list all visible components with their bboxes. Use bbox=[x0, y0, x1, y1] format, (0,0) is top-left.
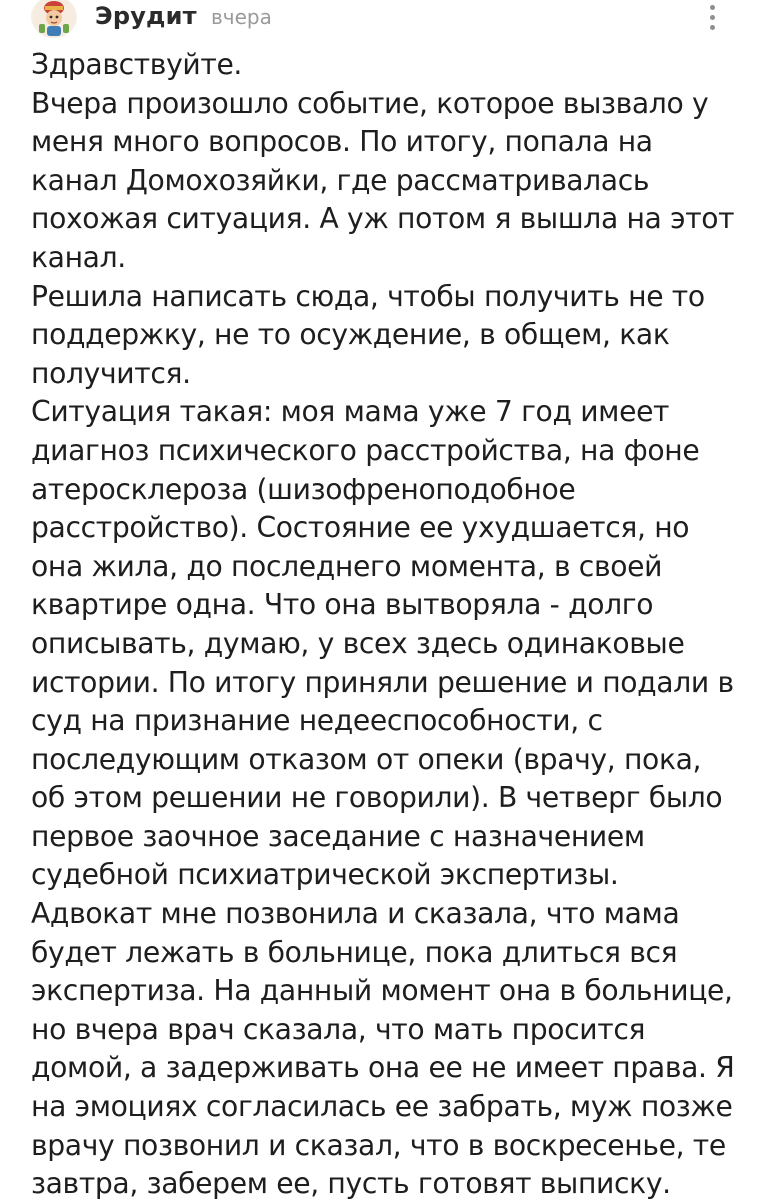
comment-text-line: меня много вопросов. По итогу, попала на bbox=[31, 125, 653, 159]
comment-text-line: врачу позвонил и сказал, что в воскресенье, те bbox=[31, 1128, 726, 1162]
comment-text-line: Вчера произошло событие, которое вызвало у bbox=[31, 86, 709, 120]
comment-text-line: будет лежать в больнице, пока длиться вся bbox=[31, 935, 678, 969]
comment-text-line: Решила написать сюда, чтобы получить не то bbox=[31, 279, 705, 313]
comment-text-line: истории. По итогу приняли решение и подали в bbox=[31, 665, 734, 699]
cartoon-character-avatar-icon bbox=[31, 0, 77, 38]
comment-text-line: суд на признание недееспособности, с bbox=[31, 704, 603, 738]
comment-text-line: первое заочное заседание с назначением bbox=[31, 819, 645, 853]
comment-header bbox=[0, 0, 759, 40]
comment-text-line: атеросклероза (шизофреноподобное bbox=[31, 472, 576, 506]
comment-text-line: канал Домохозяйки, где рассматривалась bbox=[31, 163, 650, 197]
comment-text-line: завтра, заберем ее, пусть готовят выписку. bbox=[31, 1167, 671, 1200]
comment-text-line: описывать, думаю, у всех здесь одинаковые bbox=[31, 626, 685, 660]
comment-text-line: на эмоциях согласилась ее забрать, муж позже bbox=[31, 1090, 733, 1124]
comment-text-line: последующим отказом от опеки (врачу, пока, bbox=[31, 742, 702, 776]
comment-text-line: квартире одна. Что она вытворяла - долго bbox=[31, 588, 654, 622]
comment-text-line: Здравствуйте. bbox=[31, 48, 243, 81]
comment-text-line: домой, а задерживать она ее не имеет права. Я bbox=[31, 1051, 735, 1085]
comment-text-line: похожая ситуация. А уж потом я вышла на этот bbox=[31, 202, 735, 236]
comment-text-line: она жила, до последнего момента, в своей bbox=[31, 549, 663, 583]
comment-text bbox=[31, 46, 747, 1200]
comment-text-line: но вчера врач сказала, что мать просится bbox=[31, 1012, 646, 1046]
avatar[interactable] bbox=[31, 0, 77, 38]
comment-text-line: экспертиза. На данный момент она в больнице, bbox=[31, 974, 733, 1008]
comment-time: вчера bbox=[211, 5, 272, 29]
comment-text-line: об этом решении не говорили). В четверг было bbox=[31, 781, 723, 815]
more-vertical-icon[interactable] bbox=[700, 2, 724, 34]
comment-text-line: поддержку, не то осуждение, в общем, как bbox=[31, 318, 670, 352]
author-name[interactable]: Эрудит bbox=[95, 2, 197, 30]
comment-text-line: получится. bbox=[31, 356, 191, 390]
comment-text-line: Адвокат мне позвонила и сказала, что мама bbox=[31, 897, 680, 931]
comment-text-line: судебной психиатрической экспертизы. bbox=[31, 858, 619, 892]
comment-text-line: диагноз психического расстройства, на фоне bbox=[31, 433, 700, 467]
comment-text-line: расстройство). Состояние ее ухудшается, но bbox=[31, 511, 690, 545]
comment-text-line: канал. bbox=[31, 240, 126, 274]
comment-text-line: Ситуация такая: моя мама уже 7 год имеет bbox=[31, 395, 670, 429]
